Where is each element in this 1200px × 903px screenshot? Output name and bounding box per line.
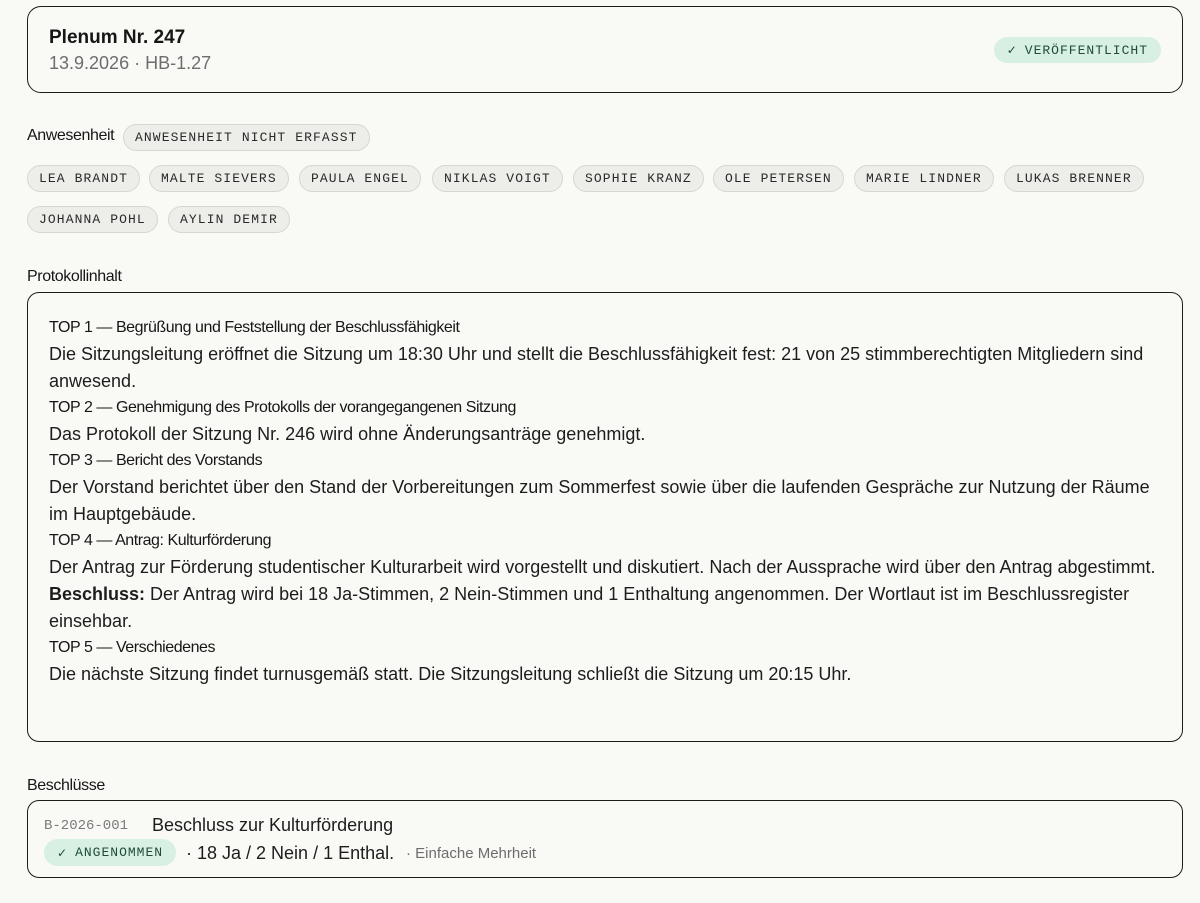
agenda-item-heading: TOP 3 — Bericht des Vorstands [49, 452, 263, 469]
agenda-item-heading: TOP 4 — Antrag: Kulturförderung [49, 532, 272, 549]
agenda-item-heading: TOP 2 — Genehmigung des Protokolls der vorangegangenen Sitzung [49, 399, 516, 416]
agenda-item-heading: TOP 1 — Begrüßung und Feststellung der Beschlussfähigkeit [49, 319, 460, 336]
protocol-label: Protokollinhalt [27, 268, 122, 285]
attendee-chip: LEA BRANDT [27, 165, 140, 192]
attendee-chip: NIKLAS VOIGT [432, 165, 563, 192]
resolution-card[interactable] [27, 800, 1183, 878]
meeting-header-card [27, 6, 1183, 93]
attendee-chip: PAULA ENGEL [299, 165, 421, 192]
resolution-text: Der Antrag wird bei 18 Ja-Stimmen, 2 Nein-Stimmen und 1 Enthaltung angenommen. Der Wortlaut ist im Beschlussregister einsehbar. [49, 584, 1130, 631]
meeting-title: Plenum Nr. 247 [49, 27, 186, 48]
resolution-votes: · 18 Ja / 2 Nein / 1 Enthal. [186, 843, 395, 863]
attendance-label: Anwesenheit [27, 127, 115, 144]
agenda-item-body: Die Sitzungsleitung eröffnet die Sitzung um 18:30 Uhr und stellt die Beschlussfähigkeit fest: 21 von 25 stimmberechtigten Mitgliedern sind anwesend. [49, 344, 1144, 391]
resolution-title: Beschluss zur Kulturförderung [152, 815, 394, 835]
attendee-chip: MALTE SIEVERS [149, 165, 289, 192]
attendee-chip: JOHANNA POHL [27, 206, 158, 233]
attendee-chip: LUKAS BRENNER [1004, 165, 1144, 192]
resolution-id: B-2026-001 [44, 818, 129, 834]
published-status-badge [994, 37, 1161, 63]
check-icon: ✓ [1006, 43, 1018, 57]
agenda-item-heading: TOP 5 — Verschiedenes [49, 639, 216, 656]
published-status-label: VERÖFFENTLICHT [1024, 42, 1148, 58]
agenda-item-body: Die nächste Sitzung findet turnusgemäß statt. Die Sitzungsleitung schließt die Sitzung um 20:15 Uhr. [49, 664, 852, 684]
agenda-item-body: Das Protokoll der Sitzung Nr. 246 wird ohne Änderungsanträge genehmigt. [49, 424, 646, 444]
resolution-majority: · Einfache Mehrheit [406, 845, 537, 862]
attendee-chip: OLE PETERSEN [713, 165, 844, 192]
meeting-meta: 13.9.2026 · HB-1.27 [49, 53, 212, 73]
attendance-status-chip: ANWESENHEIT NICHT ERFASST [123, 124, 370, 151]
protocol-content-card [27, 292, 1183, 742]
agenda-item-body: Der Antrag zur Förderung studentischer Kulturarbeit wird vorgestellt und diskutiert. Nach der Aussprache wird über den Antrag abgestimmt. [49, 557, 1156, 577]
agenda-item-body: Der Vorstand berichtet über den Stand der Vorbereitungen zum Sommerfest sowie über die laufenden Gespräche zur Nutzung der Räume im Hauptgebäude. [49, 477, 1150, 524]
resolutions-label: Beschlüsse [27, 777, 105, 794]
attendee-chip: MARIE LINDNER [854, 165, 994, 192]
attendee-chip: SOPHIE KRANZ [573, 165, 704, 192]
resolution-status-label: ANGENOMMEN [75, 845, 164, 860]
check-icon: ✓ [57, 845, 69, 860]
resolution-status-badge [44, 839, 176, 866]
attendee-chip: AYLIN DEMIR [168, 206, 290, 233]
resolution-paragraph [49, 581, 1161, 635]
resolution-label: Beschluss: [49, 584, 146, 604]
